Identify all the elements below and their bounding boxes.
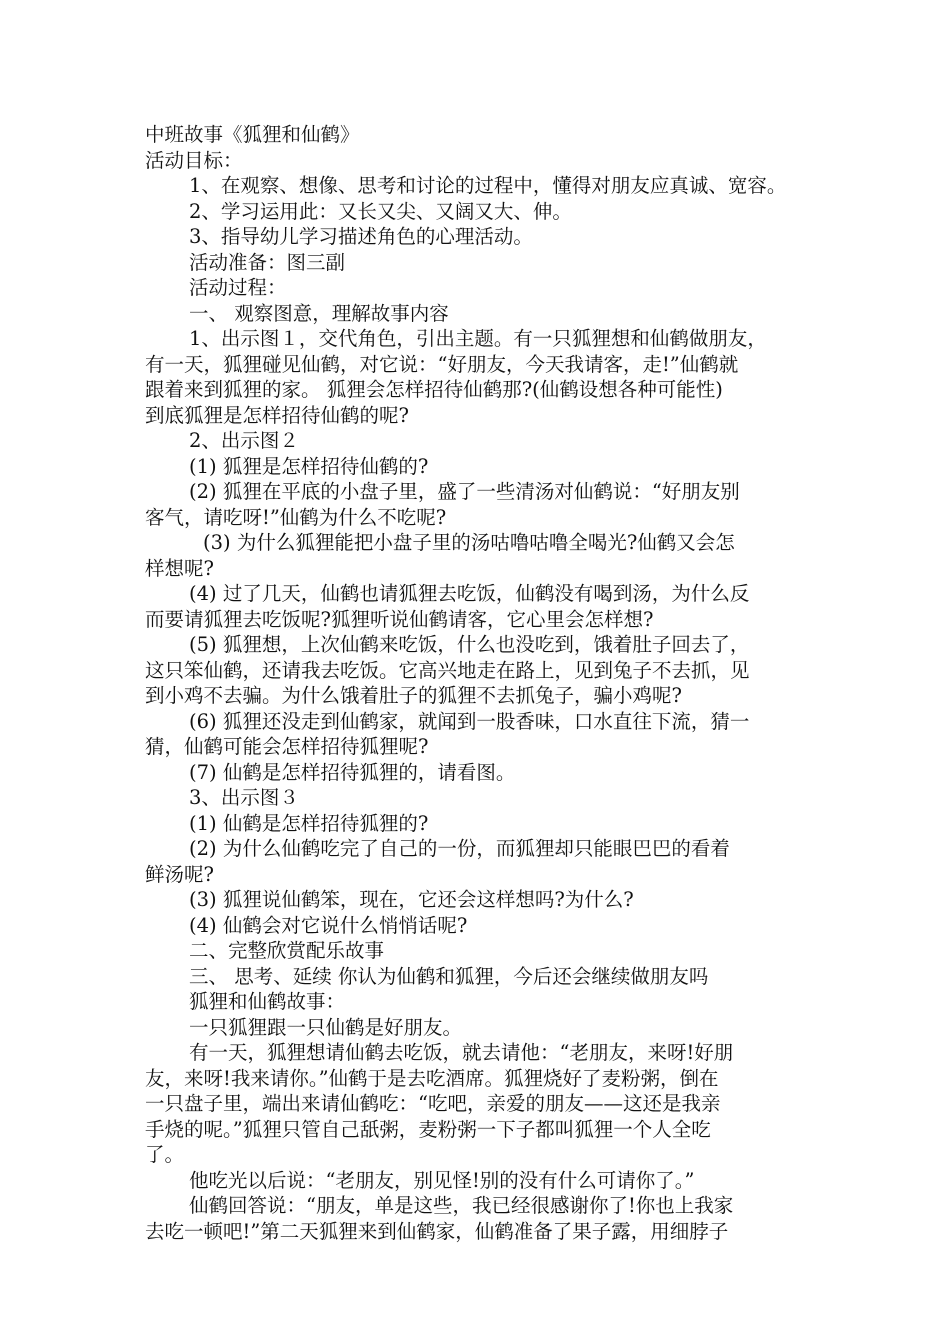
- text-line: 一、 观察图意，理解故事内容: [189, 301, 449, 325]
- text-line: (1) 仙鹤是怎样招待狐狸的?: [189, 811, 429, 835]
- text-line: (3) 狐狸说仙鹤笨，现在，它还会这样想吗?为什么?: [189, 888, 634, 911]
- text-line: 这只笨仙鹤，还请我去吃饭。它高兴地走在路上，见到兔子不去抓，见: [145, 658, 750, 682]
- text-line: 活动目标：: [145, 148, 243, 172]
- text-line: 客气，请吃呀!”仙鹤为什么不吃呢?: [145, 505, 447, 529]
- text-line: 他吃光以后说：“老朋友，别见怪!别的没有什么可请你了。”: [189, 1168, 695, 1192]
- text-line: 有一天，狐狸碰见仙鹤，对它说：“好朋友，今天我请客，走!”仙鹤就: [145, 352, 739, 376]
- text-line: 二、完整欣赏配乐故事: [189, 939, 385, 962]
- text-line: 猜，仙鹤可能会怎样招待狐狸呢?: [145, 735, 429, 758]
- text-line: 活动过程：: [189, 276, 287, 299]
- text-line: 三、 思考、延续 你认为仙鹤和狐狸，今后还会继续做朋友吗: [189, 964, 709, 988]
- text-line: 2、学习运用此：又长又尖、又阔又大、伸。: [189, 199, 572, 223]
- text-line: (7) 仙鹤是怎样招待狐狸的，请看图。: [189, 760, 516, 784]
- text-line: (4) 过了几天，仙鹤也请狐狸去吃饭，仙鹤没有喝到汤，为什么反: [189, 582, 750, 605]
- text-line: 鲜汤呢?: [145, 862, 214, 886]
- text-line: 友，来呀!我来请你。”仙鹤于是去吃酒席。狐狸烧好了麦粉粥，倒在: [145, 1066, 719, 1090]
- text-line: 样想呢?: [145, 556, 214, 580]
- text-line: 去吃一顿吧!”第二天狐狸来到仙鹤家，仙鹤准备了果子露，用细脖子: [145, 1219, 729, 1243]
- text-line: 活动准备：图三副: [189, 250, 346, 274]
- text-line: 手烧的呢。”狐狸只管自己舐粥，麦粉粥一下子都叫狐狸一个人全吃: [145, 1117, 711, 1141]
- document-body: [145, 122, 825, 1244]
- text-line: 到小鸡不去骗。为什么饿着肚子的狐狸不去抓兔子，骗小鸡呢?: [145, 684, 682, 707]
- text-line: 1、在观察、想像、思考和讨论的过程中，懂得对朋友应真诚、宽容。: [189, 174, 787, 197]
- text-line: 了。: [145, 1143, 185, 1166]
- text-line: 到底狐狸是怎样招待仙鹤的呢?: [145, 403, 409, 427]
- text-line: (5) 狐狸想，上次仙鹤来吃饭，什么也没吃到，饿着肚子回去了，: [189, 633, 750, 656]
- text-line: 1、出示图１，交代角色，引出主题。有一只狐狸想和仙鹤做朋友，: [189, 327, 767, 350]
- text-line: (2) 为什么仙鹤吃完了自己的一份，而狐狸却只能眼巴巴的看着: [189, 837, 730, 860]
- text-line: (1) 狐狸是怎样招待仙鹤的?: [189, 454, 429, 478]
- text-line: 2、出示图２: [189, 429, 299, 452]
- document-title: 中班故事《狐狸和仙鹤》: [145, 123, 360, 146]
- text-line: 狐狸和仙鹤故事：: [189, 990, 346, 1013]
- text-line: 一只盘子里，端出来请仙鹤吃：“吃吧，亲爱的朋友——这还是我亲: [145, 1092, 721, 1115]
- text-line: (6) 狐狸还没走到仙鹤家，就闻到一股香味，口水直往下流，猜一: [189, 709, 750, 733]
- text-line: 3、指导幼儿学习描述角色的心理活动。: [189, 225, 533, 248]
- document-lines: [145, 148, 825, 1245]
- text-line: 3、出示图３: [189, 786, 299, 809]
- text-line: (4) 仙鹤会对它说什么悄悄话呢?: [189, 913, 468, 937]
- text-line: 而要请狐狸去吃饭呢?狐狸听说仙鹤请客，它心里会怎样想?: [145, 607, 654, 631]
- text-line: 仙鹤回答说：“朋友，单是这些，我已经很感谢你了!你也上我家: [189, 1194, 734, 1217]
- text-line: (2) 狐狸在平底的小盘子里，盛了一些清汤对仙鹤说：“好朋友别: [189, 480, 740, 503]
- text-line: 一只狐狸跟一只仙鹤是好朋友。: [189, 1015, 463, 1039]
- text-line: 跟着来到狐狸的家。 狐狸会怎样招待仙鹤那?(仙鹤设想各种可能性): [145, 378, 723, 401]
- text-line: 有一天，狐狸想请仙鹤去吃饭，就去请他：“老朋友，来呀!好朋: [189, 1041, 734, 1064]
- text-line: (3) 为什么狐狸能把小盘子里的汤咕噜咕噜全喝光?仙鹤又会怎: [203, 531, 735, 554]
